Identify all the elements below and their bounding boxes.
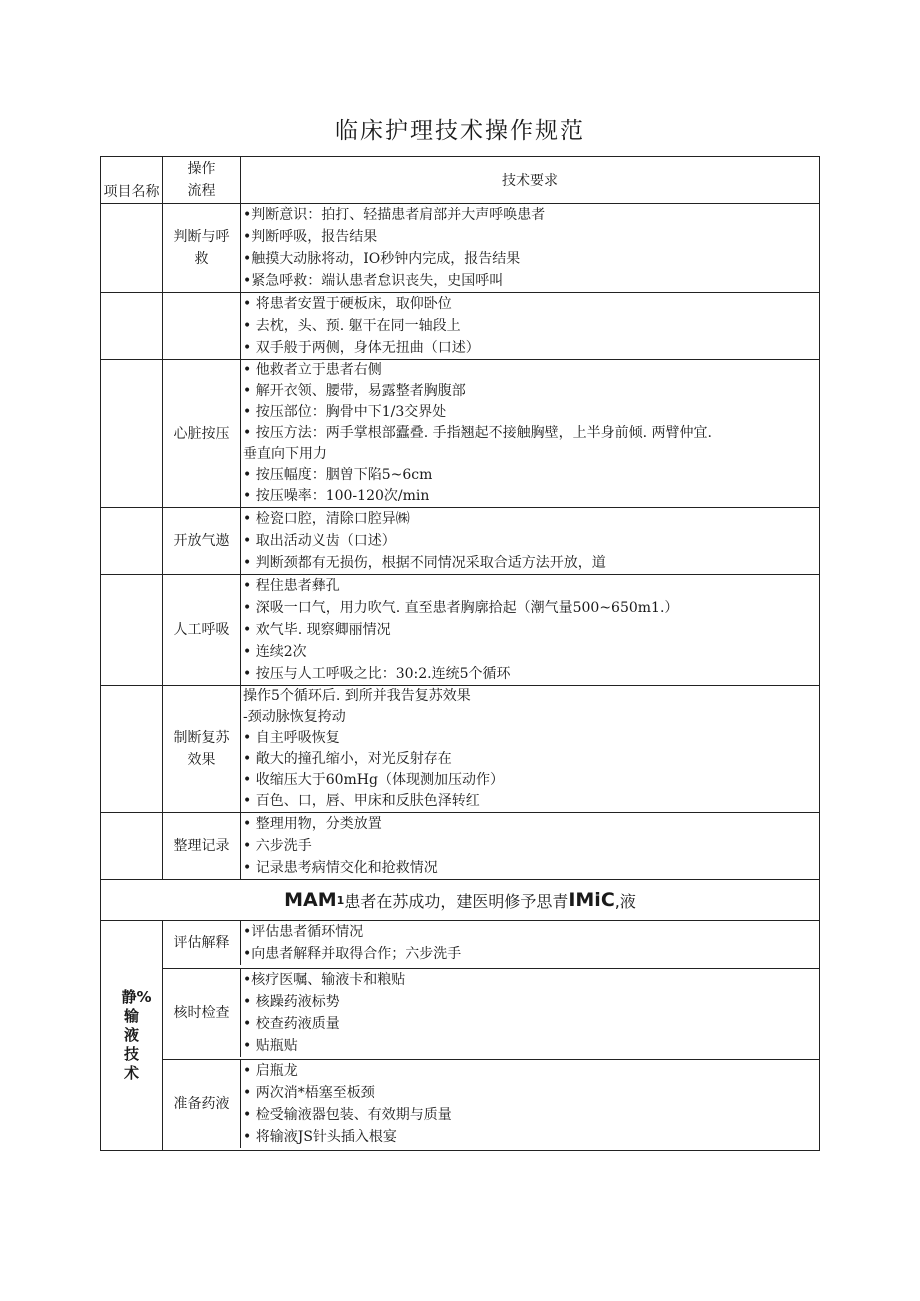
requirement-line: • 核躁药液标势	[243, 994, 340, 1010]
requirement-line: • 将患者安置于硬板床，取仰卧位	[243, 296, 452, 312]
banner-bold-1: MAM	[284, 889, 337, 911]
iv-section-name-cell	[101, 921, 163, 1150]
requirement-line: •判断意识：拍打、轻描患者肩部并大声呼唤患者	[243, 207, 546, 223]
requirements-cell	[241, 508, 819, 574]
banner-tail: ,液	[614, 891, 636, 911]
requirement-line: • 解开衣领、腰带，易露整者胸腹部	[243, 383, 466, 399]
header-operation-flow: 操作 流程	[163, 157, 241, 203]
table-row	[100, 293, 820, 360]
step-name: 制断复苏效果	[163, 686, 241, 812]
requirement-line: • 按压部位：胸骨中下1/3交界处	[243, 404, 447, 420]
table-row	[163, 969, 819, 1060]
step-name: 准备药液	[163, 1060, 241, 1148]
requirements-cell	[241, 293, 819, 359]
requirement-line: • 启瓶龙	[243, 1063, 298, 1079]
requirement-line: • 取出活动义齿（口述）	[243, 533, 396, 549]
iv-rows	[163, 921, 819, 1150]
requirement-line: • 他救者立于患者右侧	[243, 362, 382, 378]
iv-section	[100, 921, 820, 1151]
cpr-rows	[100, 204, 820, 880]
table-row	[163, 1060, 819, 1150]
page-title: 临床护理技术操作规范	[335, 118, 585, 144]
requirements-cell	[241, 204, 819, 292]
requirements-cell	[241, 575, 819, 685]
step-name	[163, 293, 241, 359]
requirement-line: • 校查药液质量	[243, 1016, 340, 1032]
requirements-cell	[241, 969, 819, 1057]
requirement-line: • 记录患考病情交化和抢救情况	[243, 860, 438, 876]
requirement-line: 操作5个循环后. 到所并我告复苏效果	[243, 688, 471, 704]
requirement-line: • 按压噪率：100-120次/min	[243, 488, 430, 504]
requirement-line: • 程住患者彝孔	[243, 578, 340, 594]
project-name-cell	[101, 508, 163, 574]
project-name-cell	[101, 204, 163, 292]
requirement-line: • 按压与人工呼吸之比：30:2.连统5个循环	[243, 666, 511, 682]
requirement-line: •紧急呼救：端认患者怠识丧失，史国呼叫	[243, 273, 504, 289]
banner-sub: 1	[336, 893, 345, 907]
requirement-line: • 敞大的撞孔缩小，对光反射存在	[243, 751, 452, 767]
step-name: 开放气遨	[163, 508, 241, 574]
banner-bold-2: IMiC	[568, 889, 615, 911]
step-name: 人工呼吸	[163, 575, 241, 685]
requirement-line: •核疗医嘱、输液卡和粮贴	[243, 972, 406, 988]
table-row	[100, 686, 820, 813]
table-row	[100, 813, 820, 880]
step-name: 心脏按压	[163, 360, 241, 507]
step-name: 评估解释	[163, 921, 241, 965]
requirements-cell	[241, 813, 819, 879]
requirement-line: • 贴瓶贴	[243, 1038, 298, 1054]
procedure-table	[100, 156, 820, 1151]
requirement-line: •评估患者循环情况	[243, 924, 364, 940]
step-name: 核时检查	[163, 969, 241, 1057]
step-name: 判断与呼救	[163, 204, 241, 292]
section-banner	[100, 880, 820, 921]
requirement-line: • 百色、口，唇、甲床和反肤色泽转红	[243, 793, 480, 809]
table-row	[100, 508, 820, 575]
table-row	[100, 204, 820, 293]
requirements-cell	[241, 921, 819, 965]
requirement-line: 垂直向下用力	[243, 446, 327, 462]
requirement-line: -颈动脉恢复挎动	[243, 709, 346, 725]
requirement-line: • 六步洗手	[243, 838, 312, 854]
requirement-line: • 按压方法：两手掌根部蠹叠. 手指翘起不接触胸壁，上半身前倾. 两臂仲宜.	[243, 425, 712, 441]
requirement-line: •向患者解释并取得合作；六步洗手	[243, 946, 462, 962]
requirement-line: • 按压幅度：胭曽下陷5~6cm	[243, 467, 433, 483]
requirement-line: • 两次消*梧塞至板颈	[243, 1085, 375, 1101]
project-name-cell	[101, 360, 163, 507]
requirements-cell	[241, 360, 819, 507]
step-name: 整理记录	[163, 813, 241, 879]
table-row	[100, 575, 820, 686]
requirement-line: • 连续2次	[243, 644, 307, 660]
requirement-line: •判断呼吸，报告结果	[243, 229, 378, 245]
requirement-line: • 深吸一口气，用力吹气. 直至患者胸廓拾起（潮气量500~650m1.）	[243, 600, 679, 616]
header-tech-requirements: 技术要求	[502, 173, 558, 189]
requirements-cell	[241, 686, 819, 812]
table-row	[100, 360, 820, 508]
requirement-line: • 去枕，头、预. 躯干在同一轴段上	[243, 318, 461, 334]
requirement-line: • 检受输液器包装、有效期与质量	[243, 1107, 452, 1123]
header-project-name: 项目名称	[101, 157, 163, 203]
project-name-cell	[101, 293, 163, 359]
project-name-cell	[101, 686, 163, 812]
requirement-line: •触摸大动脉将动，IO秒钟内完成，报告结果	[243, 251, 521, 267]
requirement-line: • 欢气毕. 现察卿丽情况	[243, 622, 391, 638]
table-header	[100, 156, 820, 204]
banner-text: 患者在苏成功，建医明修予思青	[344, 891, 569, 911]
requirement-line: • 整理用物，分类放置	[243, 816, 382, 832]
table-row	[163, 921, 819, 969]
project-name-cell	[101, 575, 163, 685]
requirement-line: • 自主呼吸恢复	[243, 730, 340, 746]
requirement-line: • 双手般于两侧，身体无扭曲（口述）	[243, 340, 480, 356]
requirement-line: • 收缩压大于60mHg（体现测加压动作）	[243, 772, 504, 788]
requirement-line: • 检瓷口腔，清除口腔异㈱	[243, 511, 410, 527]
requirement-line: • 将输液JS针头插入根宴	[243, 1129, 397, 1145]
requirement-line: • 判断颈都有无损伤，根据不同情况采取合适方法开放，道	[243, 555, 606, 571]
iv-section-name: 静%输液技术	[121, 988, 152, 1082]
requirements-cell	[241, 1060, 819, 1148]
project-name-cell	[101, 813, 163, 879]
